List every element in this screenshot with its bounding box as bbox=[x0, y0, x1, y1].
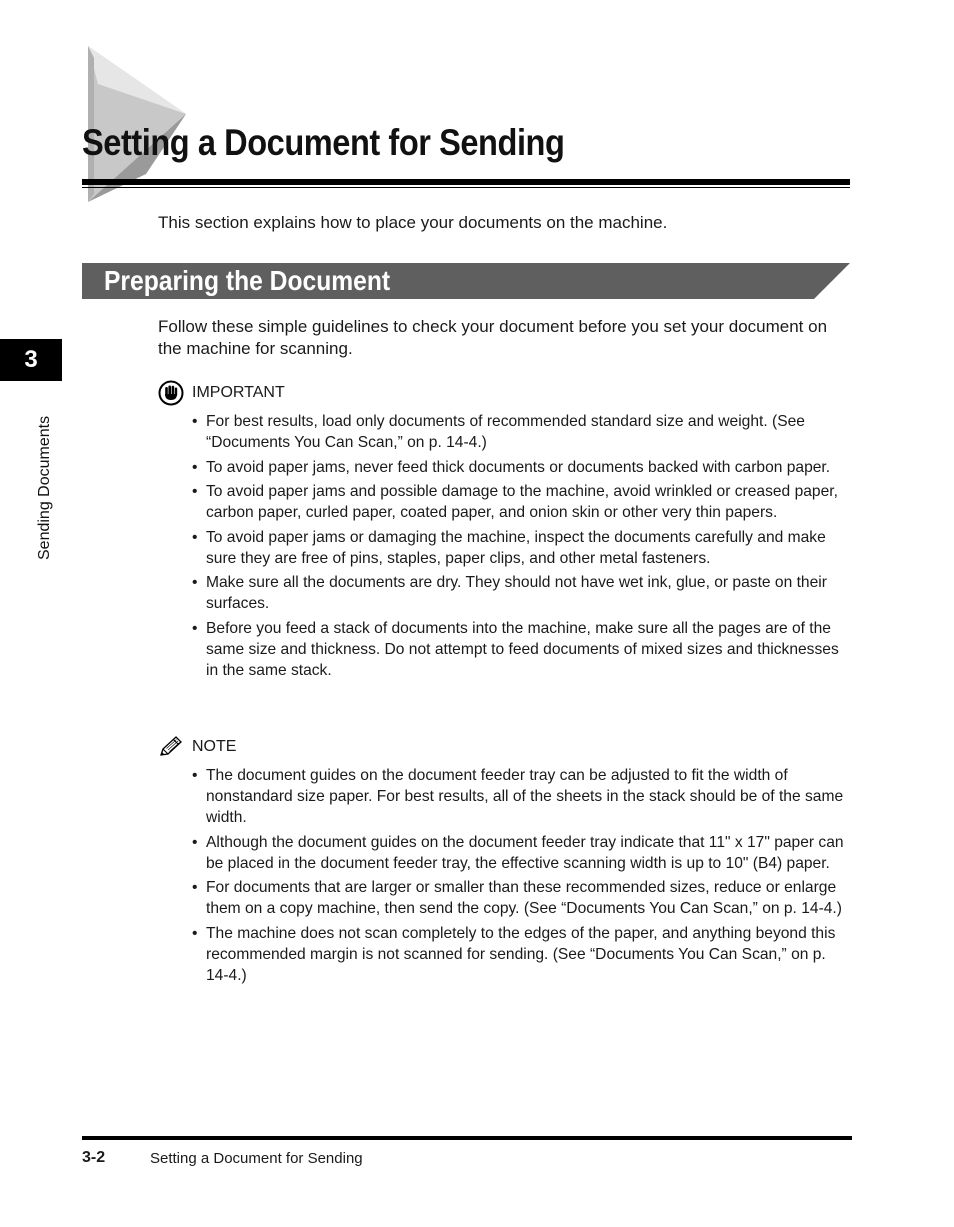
chapter-tab: 3 bbox=[0, 339, 62, 381]
note-list-item: • Although the document guides on the document feeder tray indicate that 11" x 17" paper can be placed in the document feeder tray, the effective scanning width is up to 10" (B4) paper. bbox=[158, 832, 850, 874]
intro-text: This section explains how to place your documents on the machine. bbox=[158, 213, 668, 232]
note-header bbox=[158, 734, 850, 760]
section-lead: Follow these simple guidelines to check your document before you set your document on the machine for scanning. bbox=[158, 317, 828, 358]
chapter-side-label: Sending Documents bbox=[36, 415, 53, 560]
title-rule bbox=[82, 179, 850, 185]
note-list-item: • The machine does not scan completely to the edges of the paper, and anything beyond this recommended margin is not scanned for sending. (See “Documents You Can Scan,” on p. 14-4.) bbox=[158, 923, 850, 986]
title-rule-thin bbox=[82, 187, 850, 188]
footer-page-number: 3-2 bbox=[82, 1149, 106, 1166]
footer-running-title: Setting a Document for Sending bbox=[150, 1150, 363, 1167]
page-title: Setting a Document for Sending bbox=[82, 122, 565, 163]
section-banner bbox=[82, 263, 850, 299]
important-list-item: • To avoid paper jams and possible damage to the machine, avoid wrinkled or creased paper, carbon paper, curled paper, coated paper, and onion skin or other very thin papers. bbox=[158, 481, 850, 523]
note-list-item: • The document guides on the document feeder tray can be adjusted to fit the width of nonstandard size paper. For best results, all of the sheets in the stack should be of the same width. bbox=[158, 765, 850, 828]
important-list bbox=[158, 411, 850, 681]
important-list-item: • Make sure all the documents are dry. They should not have wet ink, glue, or paste on their surfaces. bbox=[158, 572, 850, 614]
section-heading: Preparing the Document bbox=[104, 265, 391, 296]
footer-rule bbox=[82, 1136, 852, 1140]
important-label: IMPORTANT bbox=[192, 384, 285, 401]
note-callout bbox=[158, 734, 850, 989]
important-header bbox=[158, 380, 850, 406]
important-list-item: • To avoid paper jams or damaging the machine, inspect the documents carefully and make sure they are free of pins, staples, paper clips, and other metal fasteners. bbox=[158, 527, 850, 569]
hand-stop-icon bbox=[158, 380, 184, 406]
pencil-icon bbox=[158, 734, 184, 760]
important-list-item: • Before you feed a stack of documents into the machine, make sure all the pages are of the same size and thickness. Do not attempt to feed documents of mixed sizes and thicknesses in the same stack. bbox=[158, 618, 850, 681]
important-list-item: • To avoid paper jams, never feed thick documents or documents backed with carbon paper. bbox=[158, 457, 850, 478]
note-list-item: • For documents that are larger or smaller than these recommended sizes, reduce or enlarge them on a copy machine, then send the copy. (See “Documents You Can Scan,” on p. 14-4.) bbox=[158, 877, 850, 919]
important-list-item: • For best results, load only documents of recommended standard size and weight. (See “Documents You Can Scan,” on p. 14-4.) bbox=[158, 411, 850, 453]
note-label: NOTE bbox=[192, 738, 237, 755]
note-list bbox=[158, 765, 850, 986]
important-callout bbox=[158, 380, 850, 684]
